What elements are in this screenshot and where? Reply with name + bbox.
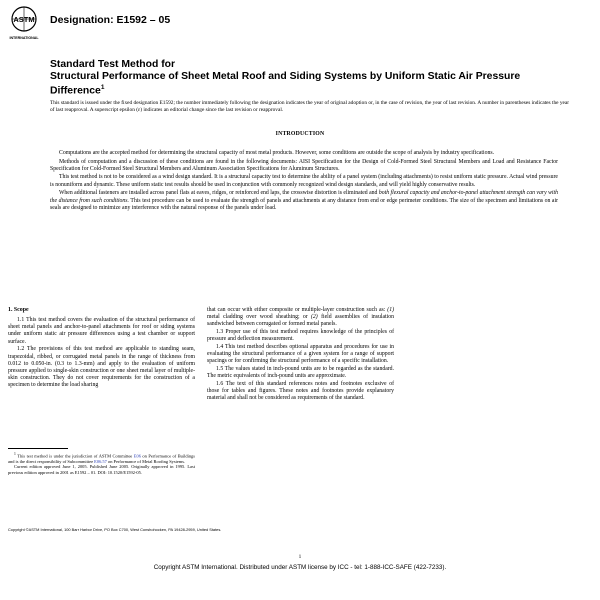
designation: Designation: E1592 – 05: [50, 14, 171, 26]
page-number: 1: [298, 554, 302, 560]
footnotes: [8, 452, 195, 475]
footnote-1: [8, 452, 195, 464]
left-column: [8, 307, 195, 390]
copyright-address: Copyright ©ASTM International, 100 Barr Harbor Drive, PO Box C700, West Conshohocken, PA 19428-2959, United States.: [8, 527, 222, 532]
introduction-heading: INTRODUCTION: [275, 131, 325, 137]
intro-paragraph-3: This test method is not to be considered as a wind design standard. It is a structural capacity test to determine the ability of a panel system (including attachments) to resist uniform static pressure. Actual wind pressure is nonuniform and dynamic. These uniform static test results should be used in conjunction with commonly recognized wind design standards, and will yield highly conservative results.: [50, 174, 558, 188]
scope-1-2-cont-c: field assemblies of insulation sandwiched between corrugated or formed metal panels.: [207, 314, 394, 328]
introduction-section: [50, 150, 558, 214]
scope-1-1: 1.1 This test method covers the evaluation of the structural performance of sheet metal panels and anchor-to-panel attachments for roof or siding systems under uniform static air pressure differences using a test chamber or support surface.: [8, 317, 195, 345]
intro-p4-text-b: This test procedure can be used to evaluate the strength of panels and attachments at any distance from end or edge perimeter conditions. The size of the specimen and limitations on air seals are designed to minimize any interference with the natural response of the panels under load.: [50, 197, 558, 211]
scope-1-2-cont-b: metal cladding over wood sheathing; or: [207, 314, 312, 321]
committee-e06-link[interactable]: E06: [133, 453, 141, 459]
intro-paragraph-4: [50, 190, 558, 212]
right-column: [207, 307, 394, 403]
footnote-1-text-a: This test method is under the jurisdiction of ASTM Committee: [15, 453, 134, 459]
footnote-1-text-c: on Performance of Metal Roofing Systems.: [106, 458, 186, 464]
footnote-1-marker: 1: [14, 452, 16, 456]
scope-1-4: 1.4 This test method describes optional apparatus and procedures for use in evaluating the structural performance of a given system for a range of support spacings or for confirming the structural performance of a specific installation.: [207, 343, 394, 365]
scope-1-2-continued: [207, 307, 394, 328]
intro-paragraph-2: Methods of computation and a discussion of these conditions are found in the following documents: AISI Specification for the Design of Cold-Formed Steel Structural Members and Load and Resistance Factor Specification for Cold-Formed Steel Structural Members and Aluminum Association Specifications for Aluminum Structures.: [50, 158, 558, 172]
scope-1-2-cont-a: that can occur with either composite or multiple-layer construction such as:: [207, 307, 388, 313]
astm-logo-icon: [9, 6, 39, 42]
footnote-divider: [8, 448, 68, 449]
footnote-2: Current edition approved June 1, 2005. Published June 2005. Originally approved in 1995. Last previous edition approved in 2001 as E1592 – 01. DOI: 10.1520/E1592-05.: [8, 464, 195, 475]
logo-text: ASTM: [13, 15, 35, 24]
issued-note: This standard is issued under the fixed designation E1592; the number immediately following the designation indicates the year of original adoption or, in the case of revision, the year of last revision. A number in parentheses indicates the year of last reapproval. A superscript epsilon (ε) indicates an editorial change since the last revision or reapproval.: [50, 100, 570, 113]
document-title: [50, 59, 570, 97]
scope-1-5: 1.5 The values stated in inch-pound units are to be regarded as the standard. The metric equivalents of inch-pound units are approximate.: [207, 366, 394, 380]
scope-1-2: 1.2 The provisions of this test method are applicable to standing seam, trapezoidal, ribbed, or corrugated metal panels in the range of thickness from 0.012 to 0.050-in. (0.3 to 1.3-mm) and apply to the evaluation of uniform pressure applied to single-skin construction or one sheet metal layer of multiple-skin construction. They do not cover requirements for the construction of a specimen to determine the load sharing: [8, 346, 195, 389]
title-line1: Standard Test Method for: [50, 59, 176, 70]
scope-1-6: 1.6 The text of this standard references notes and footnotes exclusive of those for tables and figures. These notes and footnotes provide explanatory material and shall not be considered as requirements of the standard.: [207, 380, 394, 402]
scope-heading: 1. Scope: [8, 307, 29, 313]
scope-1-2-num-1: (1): [387, 307, 394, 313]
scope-1-2-num-2: (2): [311, 314, 318, 321]
title-main-text: Structural Performance of Sheet Metal Roof and Siding Systems by Uniform Static Air Pressure Difference: [50, 70, 521, 97]
subcommittee-e06-57-link[interactable]: E06.57: [94, 458, 107, 464]
license-footer: Copyright ASTM International. Distributed under ASTM license by ICC - tel: 1-888-ICC-SAFE (422-7233).: [153, 564, 447, 571]
footnote-1-text-b: on Performance of Buildings and is the direct responsibility of Subcommittee: [8, 453, 195, 464]
scope-1-3: 1.3 Proper use of this test method requires knowledge of the principles of pressure and deflection measurement.: [207, 329, 394, 343]
intro-p4-italic: both flexural capacity and anchor-to-panel attachment strength can vary with the distance from such conditions.: [50, 190, 558, 204]
logo-subtext: INTERNATIONAL: [9, 36, 39, 40]
title-footnote-ref: 1: [100, 84, 105, 92]
title-main: [50, 71, 570, 98]
intro-paragraph-1: Computations are the accepted method for determining the structural capacity of most metal products. However, some conditions are outside the scope of analysis by industry specifications.: [59, 150, 495, 156]
intro-p4-text-a: When additional fasteners are installed across panel flats at eaves, ridges, or reinforced end laps, the crosswise distortion is eliminated and: [59, 190, 379, 197]
